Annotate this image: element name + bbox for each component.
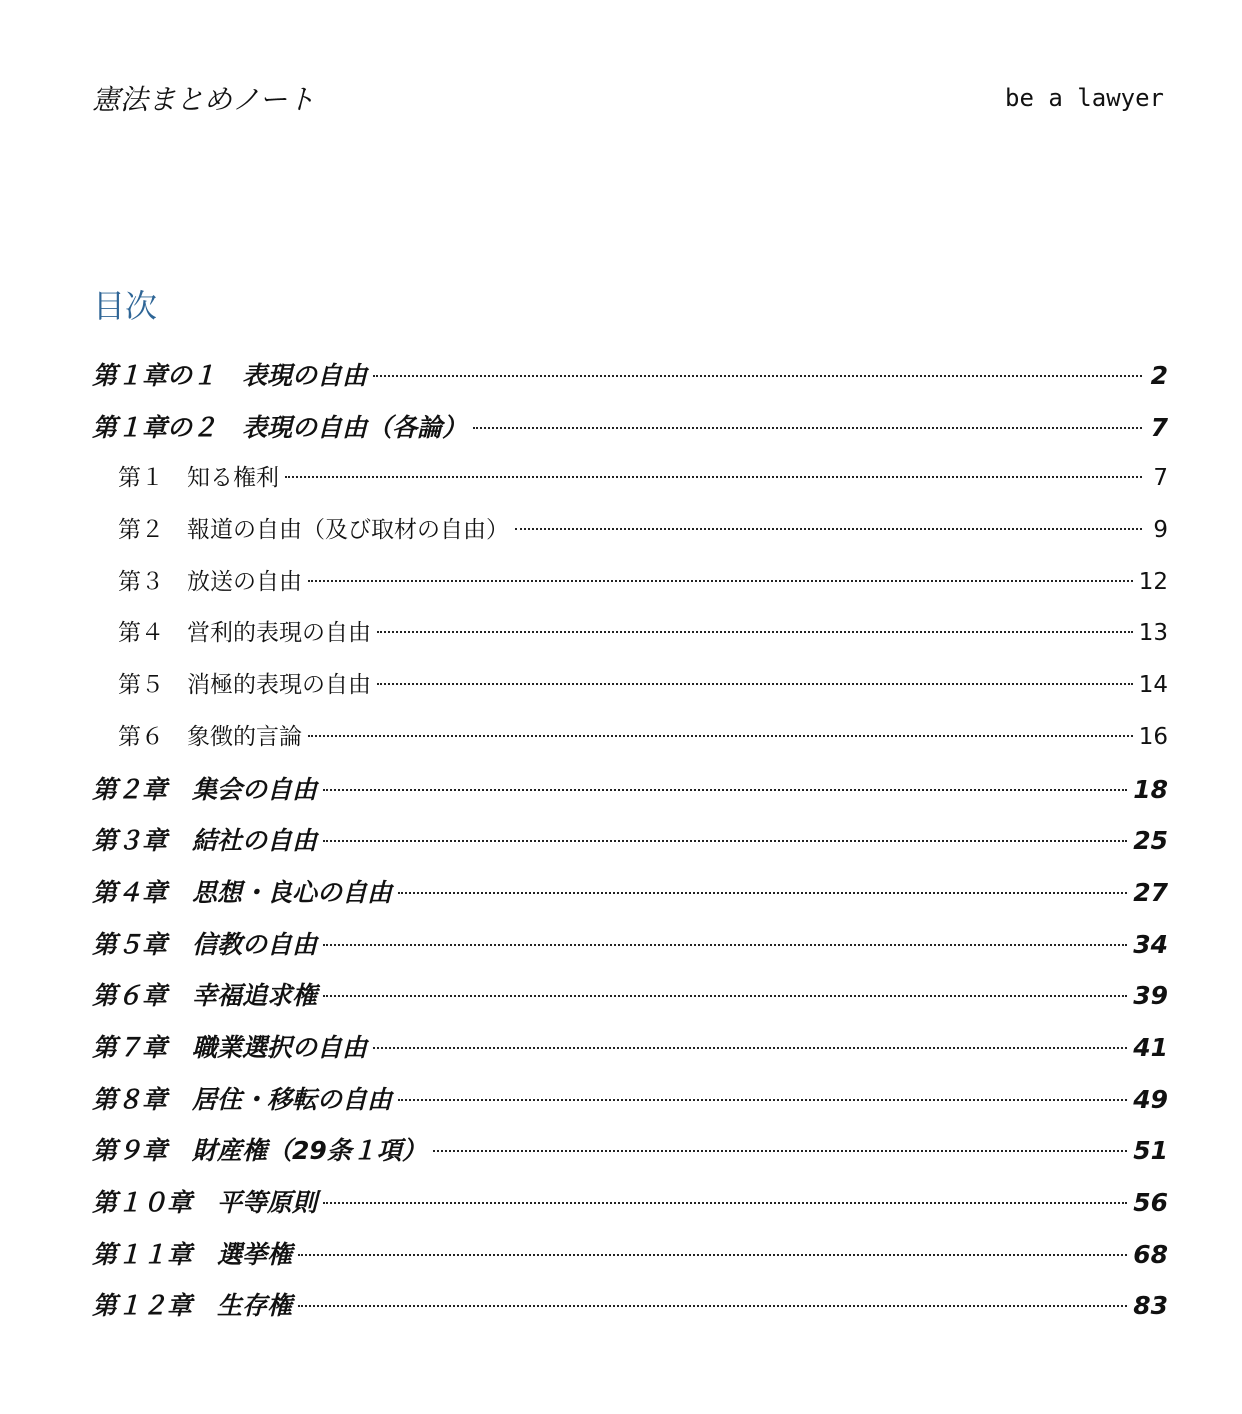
toc-entry-number: 第８章 bbox=[92, 1084, 193, 1114]
toc-entry[interactable] bbox=[92, 867, 1168, 919]
toc-dot-leader bbox=[373, 1047, 1127, 1049]
toc-entry-title: 報道の自由（及び取材の自由） bbox=[187, 517, 509, 544]
toc-dot-leader bbox=[323, 1202, 1127, 1204]
toc-entry-title: 思想・良心の自由 bbox=[192, 877, 393, 907]
toc-dot-leader bbox=[323, 789, 1127, 791]
toc-entry-page: 7 bbox=[1150, 412, 1168, 442]
document-header-tagline: be a lawyer bbox=[1005, 84, 1164, 112]
toc-entry[interactable] bbox=[92, 1280, 1168, 1332]
toc-entry-page: 14 bbox=[1138, 672, 1168, 699]
toc-entry[interactable] bbox=[92, 815, 1168, 867]
table-of-contents bbox=[92, 350, 1168, 1332]
toc-dot-leader bbox=[323, 995, 1127, 997]
toc-entry-title: 生存権 bbox=[217, 1291, 293, 1321]
toc-entry-title: 営利的表現の自由 bbox=[187, 620, 371, 647]
toc-dot-leader bbox=[308, 580, 1133, 582]
toc-entry[interactable] bbox=[92, 764, 1168, 816]
toc-entry-page: 13 bbox=[1138, 620, 1168, 647]
toc-entry[interactable] bbox=[92, 608, 1168, 660]
toc-entry-page: 7 bbox=[1153, 465, 1168, 492]
toc-dot-leader bbox=[433, 1150, 1127, 1152]
toc-entry-title: 象徴的言論 bbox=[187, 723, 302, 750]
toc-entry[interactable] bbox=[92, 1125, 1168, 1177]
toc-entry-number: 第１ bbox=[118, 465, 187, 492]
toc-entry-page: 49 bbox=[1133, 1084, 1168, 1114]
toc-entry[interactable] bbox=[92, 1074, 1168, 1126]
toc-dot-leader bbox=[298, 1254, 1127, 1256]
toc-entry-title: 知る権利 bbox=[187, 465, 279, 492]
toc-entry-page: 16 bbox=[1138, 723, 1168, 750]
toc-entry-page: 12 bbox=[1138, 568, 1168, 595]
toc-dot-leader bbox=[298, 1305, 1127, 1307]
toc-dot-leader bbox=[308, 735, 1133, 737]
toc-entry[interactable] bbox=[92, 1229, 1168, 1281]
toc-entry[interactable] bbox=[92, 1177, 1168, 1229]
toc-dot-leader bbox=[285, 476, 1142, 478]
toc-entry-title: 信教の自由 bbox=[192, 929, 318, 959]
toc-entry-title: 職業選択の自由 bbox=[192, 1032, 368, 1062]
toc-entry-number: 第１章の２ bbox=[92, 412, 243, 442]
toc-entry[interactable] bbox=[92, 919, 1168, 971]
toc-dot-leader bbox=[398, 892, 1127, 894]
toc-entry-page: 41 bbox=[1133, 1032, 1168, 1062]
toc-dot-leader bbox=[377, 631, 1133, 633]
toc-entry-title: 幸福追求権 bbox=[192, 981, 318, 1011]
toc-entry-page: 56 bbox=[1133, 1188, 1168, 1217]
toc-entry-number: 第５ bbox=[118, 672, 187, 699]
toc-entry-number: 第１章の１ bbox=[92, 361, 243, 390]
toc-entry-number: 第７章 bbox=[92, 1032, 193, 1062]
toc-entry[interactable] bbox=[92, 1022, 1168, 1074]
toc-entry[interactable] bbox=[92, 350, 1168, 402]
toc-entry-page: 51 bbox=[1133, 1136, 1168, 1166]
toc-entry-title: 表現の自由（各論） bbox=[242, 412, 468, 442]
toc-entry[interactable] bbox=[92, 557, 1168, 609]
toc-entry-title: 表現の自由 bbox=[242, 361, 368, 390]
toc-entry[interactable] bbox=[92, 660, 1168, 712]
toc-dot-leader bbox=[323, 840, 1127, 842]
toc-entry-number: 第１１章 bbox=[92, 1239, 218, 1269]
toc-entry-number: 第６ bbox=[118, 723, 187, 750]
toc-entry-number: 第５章 bbox=[92, 929, 193, 959]
toc-dot-leader bbox=[373, 375, 1142, 377]
toc-entry-number: 第４章 bbox=[92, 877, 193, 907]
toc-entry-page: 18 bbox=[1133, 774, 1168, 804]
toc-entry-title: 放送の自由 bbox=[187, 568, 302, 595]
toc-entry-page: 2 bbox=[1150, 361, 1168, 390]
document-header-title: 憲法まとめノート bbox=[92, 83, 316, 116]
toc-entry-number: 第３ bbox=[118, 568, 187, 595]
toc-entry-page: 25 bbox=[1133, 826, 1168, 856]
toc-entry-number: 第４ bbox=[118, 620, 187, 647]
toc-entry-page: 68 bbox=[1133, 1239, 1168, 1269]
toc-entry-number: 第２ bbox=[118, 517, 187, 544]
toc-entry-number: 第９章 bbox=[92, 1136, 193, 1166]
toc-entry-title: 結社の自由 bbox=[192, 826, 318, 856]
toc-dot-leader bbox=[515, 528, 1142, 530]
toc-entry-page: 39 bbox=[1133, 981, 1168, 1011]
toc-entry-page: 27 bbox=[1133, 877, 1168, 907]
toc-entry-number: 第１０章 bbox=[92, 1188, 218, 1217]
toc-entry[interactable] bbox=[92, 453, 1168, 505]
toc-entry-title: 消極的表現の自由 bbox=[187, 672, 371, 699]
toc-heading: 目次 bbox=[93, 287, 158, 325]
toc-entry-page: 9 bbox=[1153, 517, 1168, 544]
toc-entry[interactable] bbox=[92, 505, 1168, 557]
toc-entry-page: 34 bbox=[1133, 929, 1168, 959]
toc-entry[interactable] bbox=[92, 402, 1168, 454]
toc-entry-number: 第３章 bbox=[92, 826, 193, 856]
toc-entry-title: 財産権（29条１項） bbox=[192, 1136, 427, 1166]
toc-entry[interactable] bbox=[92, 970, 1168, 1022]
toc-dot-leader bbox=[473, 427, 1142, 429]
toc-entry-title: 選挙権 bbox=[217, 1239, 293, 1269]
toc-dot-leader bbox=[398, 1099, 1127, 1101]
toc-entry[interactable] bbox=[92, 712, 1168, 764]
toc-dot-leader bbox=[323, 944, 1127, 946]
toc-entry-title: 集会の自由 bbox=[192, 774, 318, 804]
toc-entry-page: 83 bbox=[1133, 1291, 1168, 1321]
toc-entry-number: 第２章 bbox=[92, 774, 193, 804]
toc-entry-title: 居住・移転の自由 bbox=[192, 1084, 393, 1114]
toc-dot-leader bbox=[377, 683, 1133, 685]
toc-entry-title: 平等原則 bbox=[217, 1188, 318, 1217]
toc-entry-number: 第６章 bbox=[92, 981, 193, 1011]
toc-entry-number: 第１２章 bbox=[92, 1291, 218, 1321]
